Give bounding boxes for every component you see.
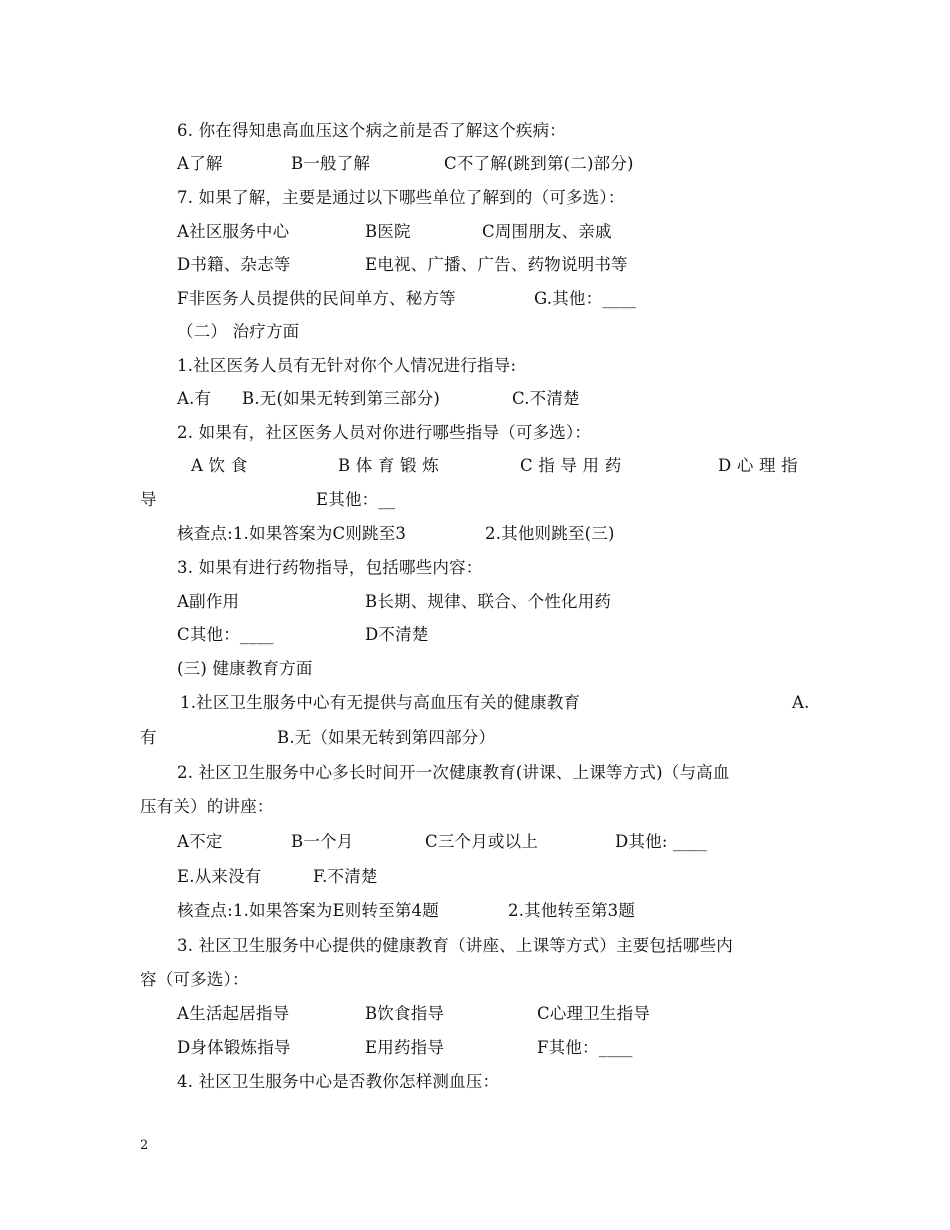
s2q2-option-d: D 心 理 指 <box>718 456 798 475</box>
s2q3-option-b: B长期、规律、联合、个性化用药 <box>365 592 612 611</box>
checkpoint-1-part-2: 2.其他则跳至(三) <box>485 524 615 543</box>
s3q2-option-d: D其他: ____ <box>615 832 707 851</box>
s3q2-option-e: E.从来没有 <box>177 867 262 886</box>
s2q2-option-d-continued: 导 <box>140 490 157 509</box>
s3q3-option-f: F其他：____ <box>537 1038 633 1057</box>
s3q3-option-d: D身体锻炼指导 <box>177 1038 291 1057</box>
s2q1-option-b: B.无(如果无转到第三部分) <box>242 389 441 408</box>
s3-question-3-continued: 容（可多选）： <box>140 970 249 989</box>
s3q2-option-f: F.不清楚 <box>313 867 378 886</box>
q7-option-c: C周围朋友、亲戚 <box>482 222 612 241</box>
q6-option-a: A了解 <box>177 154 223 173</box>
section-2-heading: （二） 治疗方面 <box>177 322 300 341</box>
s3-question-3: 3. 社区卫生服务中心提供的健康教育（讲座、上课等方式）主要包括哪些内 <box>177 936 733 955</box>
s3q1-option-a-text: 有 <box>140 728 157 747</box>
q7-option-d: D书籍、杂志等 <box>177 255 291 274</box>
q6-option-b: B一般了解 <box>291 154 371 173</box>
s3q2-option-a: A不定 <box>177 832 223 851</box>
s3q2-option-c: C三个月或以上 <box>425 832 539 851</box>
checkpoint-2-part-2: 2.其他转至第3题 <box>508 901 636 920</box>
q7-option-f: F非医务人员提供的民间单方、秘方等 <box>177 289 456 308</box>
page-number: 2 <box>140 1138 149 1153</box>
s3q3-option-a: A生活起居指导 <box>177 1004 290 1023</box>
q7-option-e: E电视、广播、广告、药物说明书等 <box>365 255 628 274</box>
checkpoint-1: 核查点:1.如果答案为C则跳至3 <box>177 524 407 543</box>
s2q3-option-c: C其他：____ <box>177 625 274 644</box>
s2-question-2: 2. 如果有，社区医务人员对你进行哪些指导（可多选）： <box>177 423 592 442</box>
q7-option-a: A社区服务中心 <box>177 222 290 241</box>
s2q2-option-a: A 饮 食 <box>191 456 248 475</box>
s2q1-option-a: A.有 <box>177 389 212 408</box>
s2q1-option-c: C.不清楚 <box>512 389 580 408</box>
s3q3-option-b: B饮食指导 <box>365 1004 445 1023</box>
s3-question-1: 1.社区卫生服务中心有无提供与高血压有关的健康教育 <box>180 693 581 712</box>
s2q2-option-c: C 指 导 用 药 <box>520 456 622 475</box>
s2-question-3: 3. 如果有进行药物指导，包括哪些内容： <box>177 558 483 577</box>
checkpoint-2: 核查点:1.如果答案为E则转至第4题 <box>177 901 439 920</box>
s2q3-option-a: A副作用 <box>177 592 240 611</box>
s3-question-2: 2. 社区卫生服务中心多长时间开一次健康教育(讲课、上课等方式)（与高血 <box>177 763 730 782</box>
s3q3-option-e: E用药指导 <box>365 1038 445 1057</box>
s3q3-option-c: C心理卫生指导 <box>537 1004 651 1023</box>
s2q3-option-d: D不清楚 <box>365 625 429 644</box>
q7-option-b: B医院 <box>365 222 411 241</box>
question-7: 7. 如果了解，主要是通过以下哪些单位了解到的（可多选）： <box>177 188 625 207</box>
s3q1-option-b: B.无（如果无转到第四部分） <box>277 728 496 747</box>
q6-option-c: C不了解(跳到第(二)部分) <box>444 154 634 173</box>
section-3-heading: (三) 健康教育方面 <box>177 659 313 678</box>
s3-question-4: 4. 社区卫生服务中心是否教你怎样测血压： <box>177 1072 500 1091</box>
s2-question-1: 1.社区医务人员有无针对你个人情况进行指导: <box>177 356 517 375</box>
s3q1-option-a-letter: A. <box>792 693 810 712</box>
s2q2-option-b: B 体 育 锻 炼 <box>338 456 439 475</box>
q7-option-g: G.其他：____ <box>534 289 637 308</box>
question-6: 6. 你在得知患高血压这个病之前是否了解这个疾病： <box>177 121 566 140</box>
s3q2-option-b: B一个月 <box>291 832 354 851</box>
s2q2-option-e: E其他：__ <box>316 490 396 509</box>
s3-question-2-continued: 压有关）的讲座： <box>140 797 274 816</box>
